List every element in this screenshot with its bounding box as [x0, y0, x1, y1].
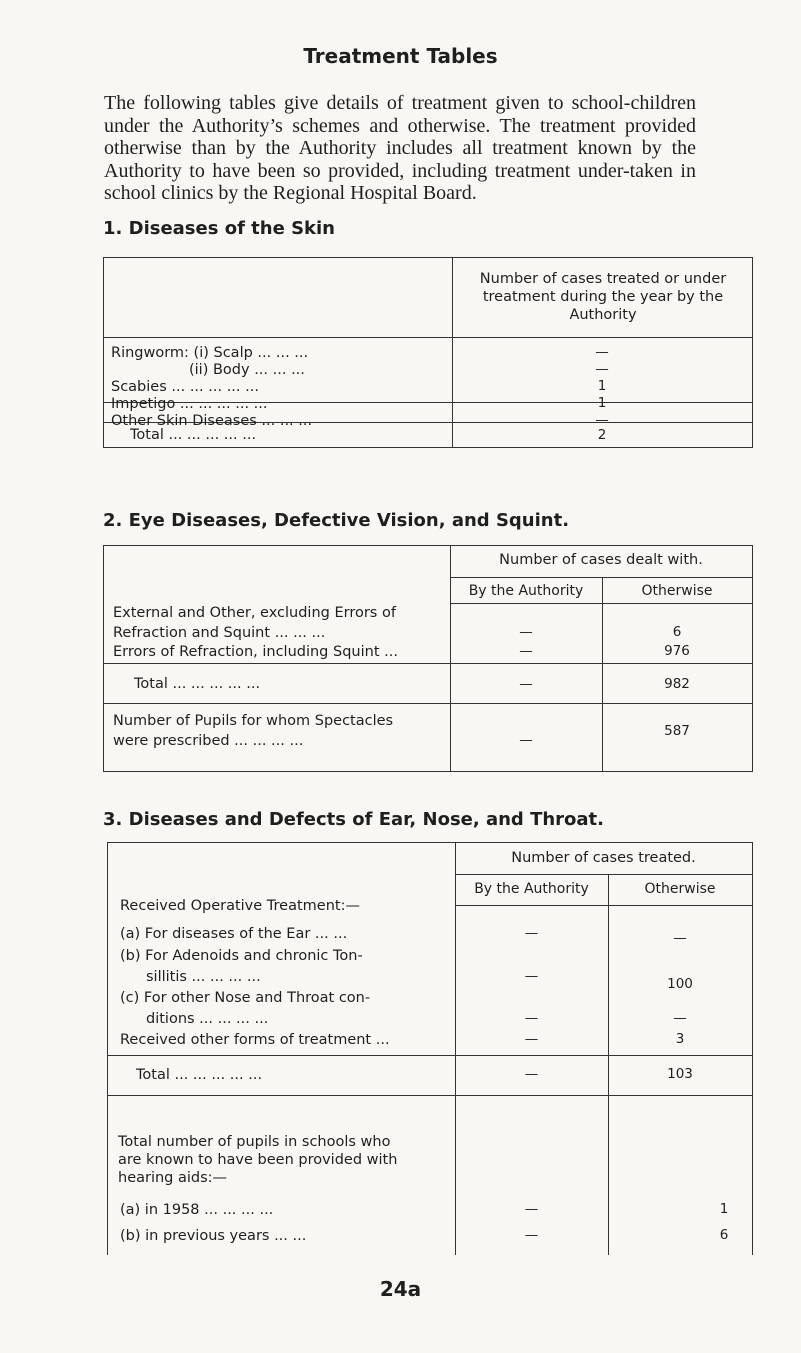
ent-row-authority: —: [524, 1010, 539, 1026]
eye-spectacles-label: were prescribed ... ... ... ...: [113, 733, 304, 749]
eye-row-label: External and Other, excluding Errors of: [113, 605, 396, 621]
eye-spectacles-otherwise: 587: [664, 723, 690, 739]
ent-row-authority: —: [524, 925, 539, 941]
section-heading-skin: 1. Diseases of the Skin: [103, 218, 335, 239]
eye-col-authority: By the Authority: [468, 583, 584, 599]
ent-hearing-row-otherwise: 6: [719, 1227, 729, 1243]
ent-hearing-row-label: (a) in 1958 ... ... ... ...: [120, 1202, 274, 1218]
skin-row-value: —: [595, 344, 609, 360]
eye-row-authority: —: [519, 643, 533, 659]
skin-row-label: Other Skin Diseases ... ... ...: [111, 413, 313, 429]
ent-group-header: Number of cases treated.: [511, 850, 696, 866]
skin-row-value: —: [595, 412, 609, 428]
skin-row-value: 1: [597, 395, 607, 411]
ent-row-otherwise: —: [673, 930, 687, 946]
ent-hearing-label: hearing aids:—: [118, 1170, 228, 1186]
skin-row-label: Ringworm: (i) Scalp ... ... ...: [111, 345, 309, 361]
section-heading-ent: 3. Diseases and Defects of Ear, Nose, and Throat.: [103, 809, 605, 830]
ent-total-otherwise: 103: [667, 1066, 693, 1082]
ent-row-otherwise: —: [673, 1010, 687, 1026]
eye-total-authority: —: [519, 676, 533, 692]
section-heading-eye: 2. Eye Diseases, Defective Vision, and Squint.: [103, 510, 570, 531]
eye-row-otherwise: 6: [672, 624, 682, 640]
ent-row-authority: —: [524, 1031, 539, 1047]
eye-total-otherwise: 982: [664, 676, 690, 692]
ent-hearing-label: are known to have been provided with: [118, 1152, 398, 1168]
intro-paragraph: The following tables give details of treatment given to school-children under the Authority’s schemes and otherwise. The treatment provided otherwise than by the Authority includes all treatment known by the Authority to have been so provided, including treatment under-taken in school clinics by the Regional Hospital Board.: [104, 92, 696, 204]
ent-hearing-row-authority: —: [524, 1227, 539, 1243]
eye-col-otherwise: Otherwise: [641, 583, 713, 599]
ent-hearing-label: Total number of pupils in schools who: [118, 1134, 391, 1150]
skin-row-value: 1: [597, 378, 607, 394]
ent-total-authority: —: [524, 1066, 539, 1082]
ent-col-authority: By the Authority: [474, 881, 589, 897]
skin-column-header: Number of cases treated or under treatment during the year by the Authority: [479, 271, 727, 323]
ent-row-label: sillitis ... ... ... ...: [146, 969, 261, 985]
eye-spectacles-label: Number of Pupils for whom Spectacles: [113, 713, 394, 729]
skin-row-value: —: [595, 361, 609, 377]
page-title: Treatment Tables: [303, 44, 498, 68]
skin-total-value: 2: [597, 427, 607, 443]
eye-row-label: Refraction and Squint ... ... ...: [113, 625, 326, 641]
page-number: 24a: [379, 1277, 422, 1301]
ent-row-label: ditions ... ... ... ...: [146, 1011, 269, 1027]
eye-row-label: Errors of Refraction, including Squint ...: [113, 644, 398, 660]
ent-row-label: Received other forms of treatment ...: [120, 1032, 390, 1048]
ent-hearing-row-otherwise: 1: [719, 1201, 729, 1217]
eye-total-label: Total ... ... ... ... ...: [134, 676, 261, 692]
ent-row-authority: —: [524, 968, 539, 984]
skin-row-label: Impetigo ... ... ... ... ...: [111, 396, 268, 412]
ent-hearing-row-authority: —: [524, 1201, 539, 1217]
eye-row-otherwise: 976: [664, 643, 690, 659]
ent-row-label: (c) For other Nose and Throat con-: [120, 990, 371, 1006]
skin-row-label: (ii) Body ... ... ...: [189, 362, 305, 378]
eye-spectacles-authority: —: [519, 732, 533, 748]
ent-row-otherwise: 3: [675, 1031, 685, 1047]
skin-total-label: Total ... ... ... ... ...: [130, 427, 257, 443]
ent-operative-label: Received Operative Treatment:—: [120, 898, 360, 914]
ent-row-label: (b) For Adenoids and chronic Ton-: [120, 948, 363, 964]
ent-hearing-row-label: (b) in previous years ... ...: [120, 1228, 307, 1244]
ent-col-otherwise: Otherwise: [644, 881, 716, 897]
ent-total-label: Total ... ... ... ... ...: [136, 1067, 263, 1083]
eye-row-authority: —: [519, 624, 533, 640]
ent-row-label: (a) For diseases of the Ear ... ...: [120, 926, 348, 942]
skin-row-label: Scabies ... ... ... ... ...: [111, 379, 259, 395]
ent-row-otherwise: 100: [667, 976, 693, 992]
eye-group-header: Number of cases dealt with.: [499, 552, 703, 568]
